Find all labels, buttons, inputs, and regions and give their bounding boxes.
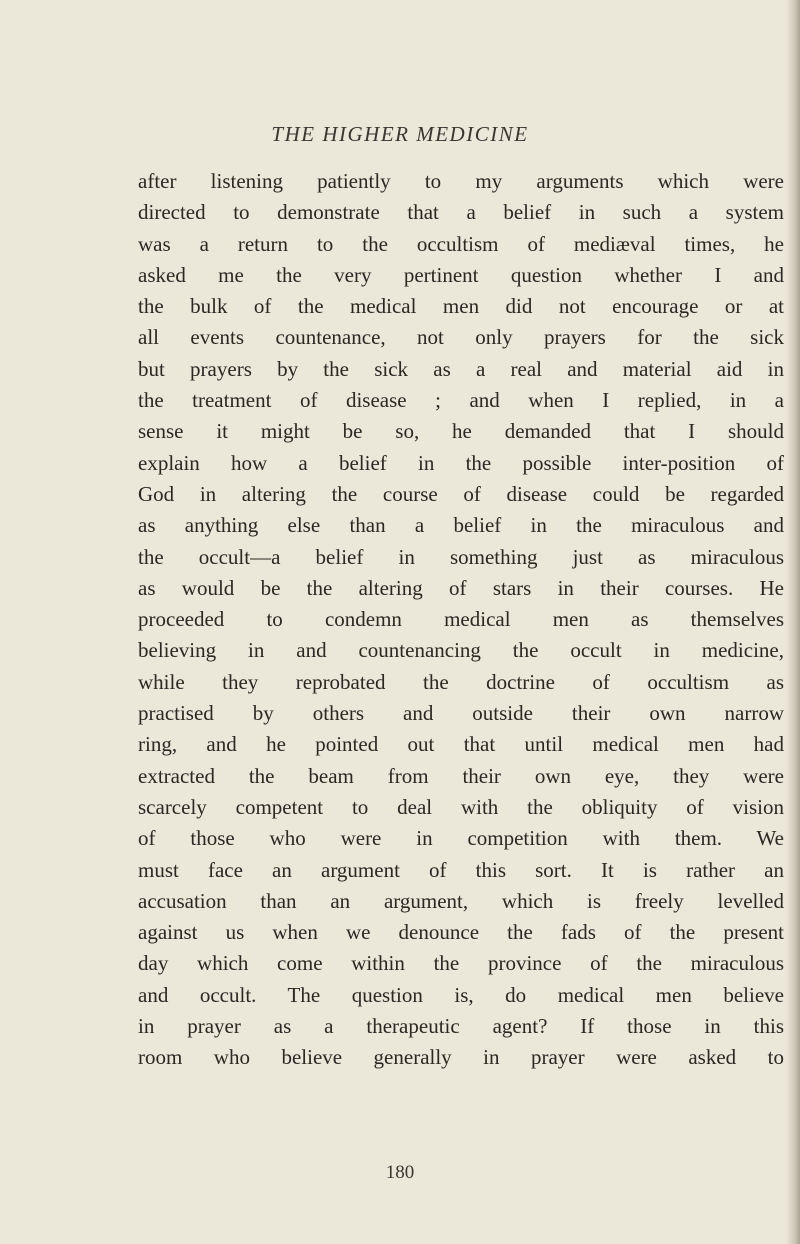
text-line: while they reprobated the doctrine of occultism as <box>138 669 784 694</box>
text-line: the treatment of disease ; and when I replied, in a <box>138 388 784 413</box>
text-line: the bulk of the medical men did not encourage or at <box>138 294 784 319</box>
text-line: directed to demonstrate that a belief in such a system <box>138 200 784 225</box>
text-line: all events countenance, not only prayers for the sick <box>138 325 784 350</box>
text-line: believing in and countenancing the occult in medicine, <box>138 638 784 663</box>
text-line: of those who were in competition with them. We <box>138 826 784 851</box>
text-line: but prayers by the sick as a real and material aid in <box>138 356 784 381</box>
page-edge-shadow <box>786 0 800 1244</box>
text-line: after listening patiently to my arguments which were <box>138 169 784 193</box>
text-line: extracted the beam from their own eye, they were <box>138 763 784 788</box>
text-line: sense it might be so, he demanded that I should <box>138 419 784 444</box>
text-line: ring, and he pointed out that until medical men had <box>138 732 784 757</box>
running-head: THE HIGHER MEDICINE <box>271 122 529 146</box>
body-text <box>138 166 784 1074</box>
text-line: in prayer as a therapeutic agent? If those in this <box>138 1014 784 1039</box>
text-line: day which come within the province of the miraculous <box>138 951 784 976</box>
text-line: practised by others and outside their own narrow <box>138 701 784 726</box>
text-line: proceeded to condemn medical men as themselves <box>138 607 784 632</box>
text-line: as would be the altering of stars in their courses. He <box>138 575 784 600</box>
text-line: God in altering the course of disease could be regarded <box>138 481 784 506</box>
text-line: asked me the very pertinent question whether I and <box>138 262 784 287</box>
text-line: accusation than an argument, which is freely levelled <box>138 888 784 913</box>
text-line: the occult—a belief in something just as miraculous <box>138 544 784 569</box>
page-number: 180 <box>385 1162 415 1183</box>
text-line: room who believe generally in prayer were asked to <box>138 1045 784 1070</box>
text-line: must face an argument of this sort. It is rather an <box>138 857 784 882</box>
text-line: as anything else than a belief in the miraculous and <box>138 513 784 538</box>
text-line: against us when we denounce the fads of the present <box>138 920 784 945</box>
text-line: and occult. The question is, do medical men believe <box>138 982 784 1007</box>
text-line: was a return to the occultism of mediæval times, he <box>138 231 784 256</box>
text-line: scarcely competent to deal with the obliquity of vision <box>138 794 784 819</box>
text-line: explain how a belief in the possible inter-position of <box>138 450 784 475</box>
